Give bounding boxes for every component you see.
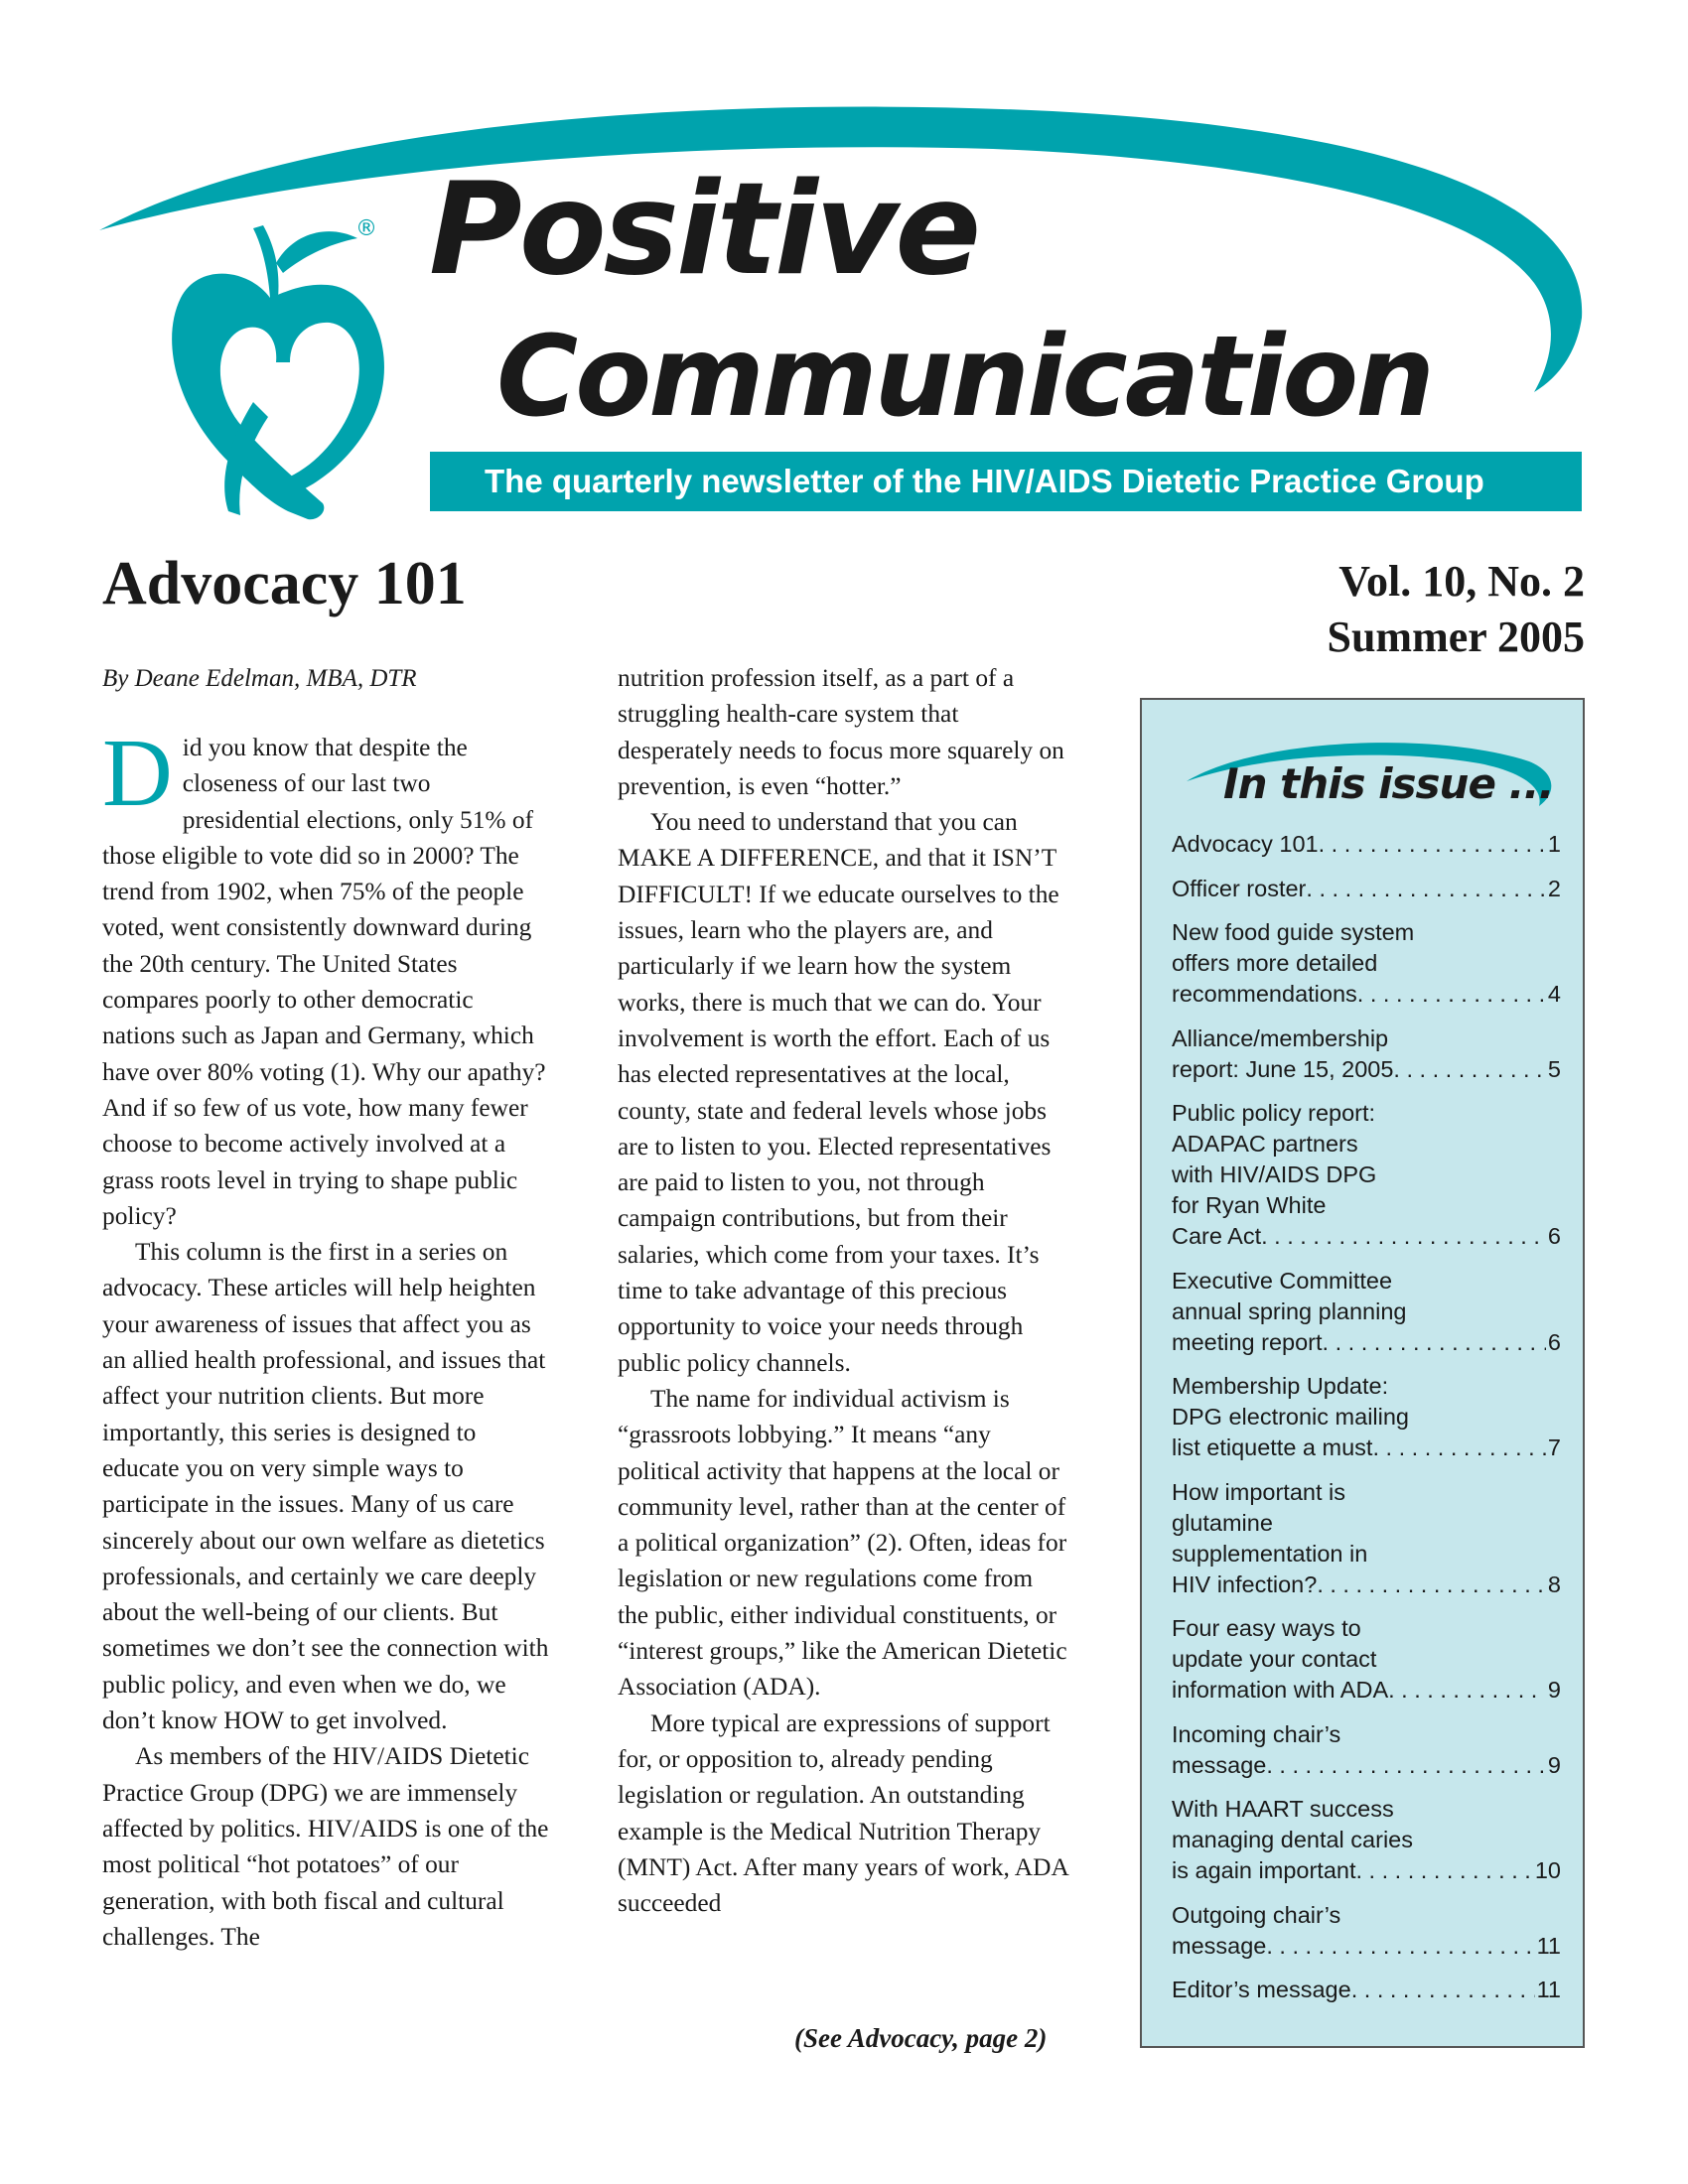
toc-entry-line: Membership Update: [1172, 1373, 1389, 1399]
toc-entry-line: update your contact [1172, 1646, 1377, 1672]
masthead-title-line1: Positive [429, 156, 979, 304]
toc-entry-line: DPG electronic mailing [1172, 1404, 1410, 1430]
toc-entry-title: Care Act [1172, 1223, 1262, 1249]
article-paragraph: More typical are expressions of support for, or opposition to, already pending legislation or regulation. An outstanding example is the Medical Nutrition Therapy (MNT) Act. After many years of work, ADA succeeded [618, 1708, 1068, 1918]
byline: By Deane Edelman, MBA, DTR [102, 665, 417, 692]
toc-leader-dots [1393, 1054, 1546, 1085]
toc-entry-title: message [1172, 1932, 1267, 1959]
toc-entry-line: supplementation in [1172, 1540, 1368, 1567]
toc-page-number: 4 [1547, 981, 1561, 1007]
issue-season: Summer 2005 [1327, 613, 1585, 661]
drop-cap: D [102, 720, 173, 827]
toc-entry[interactable] [1172, 1098, 1561, 1252]
toc-entry-final-line [1172, 1054, 1561, 1085]
toc-leader-dots [1266, 1931, 1534, 1962]
toc-page-number: 9 [1547, 1677, 1561, 1703]
toc-entry-title: report: June 15, 2005 [1172, 1055, 1394, 1082]
toc-entry-line: Alliance/membership [1172, 1024, 1389, 1051]
toc-entry-final-line [1172, 1975, 1561, 2005]
toc-leader-dots [1351, 1975, 1535, 2005]
article-column-1 [102, 720, 551, 1955]
toc-entry-line: for Ryan White [1172, 1192, 1327, 1218]
toc-entry-title: HIV infection? [1172, 1570, 1318, 1597]
toc-entry[interactable] [1172, 1371, 1561, 1463]
toc-entry-line: managing dental caries [1172, 1827, 1413, 1852]
toc-page-number: 6 [1547, 1223, 1561, 1249]
toc-entry-title: information with ADA [1172, 1677, 1389, 1703]
toc-entry-title: recommendations [1172, 981, 1357, 1007]
toc-page-number: 2 [1547, 875, 1561, 901]
toc-entry-title: Officer roster [1172, 875, 1307, 901]
article-paragraph: The name for individual activism is “grassroots lobbying.” It means “any political activity that happens at the local or community level, rather than at the center of a political organization” (2). Often, ideas for legislation or new regulations come from the public, either individual constituents, or “interest groups,” like the American Dietetic Association (ADA). [618, 1384, 1067, 1702]
toc-entry[interactable] [1172, 1477, 1561, 1600]
tagline: The quarterly newsletter of the HIV/AIDS Dietetic Practice Group [485, 463, 1484, 499]
toc-leader-dots [1261, 1221, 1546, 1252]
toc-leader-dots [1319, 829, 1546, 860]
tagline-bar [430, 452, 1582, 511]
toc-page-number: 10 [1534, 1857, 1561, 1883]
toc-leader-dots [1356, 1855, 1533, 1886]
toc-entry-title: list etiquette a must [1172, 1434, 1373, 1460]
toc-page-number: 11 [1536, 1932, 1561, 1959]
toc-entry-title: message [1172, 1751, 1267, 1778]
toc-entry-final-line [1172, 1675, 1561, 1706]
article-paragraph: As members of the HIV/AIDS Dietetic Practice Group (DPG) we are immensely affected by politics. HIV/AIDS is one of the most political “hot potatoes” of our generation, with both fiscal and cultural challenges. The [102, 1742, 549, 1951]
toc-entry[interactable] [1172, 1613, 1561, 1706]
toc-leader-dots [1388, 1675, 1546, 1706]
toc-entry-line: How important is [1172, 1478, 1345, 1505]
toc-page-number: 1 [1547, 831, 1561, 857]
toc-leader-dots [1372, 1433, 1545, 1463]
toc-page-number: 6 [1547, 1328, 1561, 1355]
toc-entry-line: ADAPAC partners [1172, 1131, 1358, 1157]
toc-entry-line: Incoming chair’s [1172, 1720, 1341, 1747]
toc-entry-line: New food guide system [1172, 919, 1415, 945]
toc-entry-title: is again important [1172, 1857, 1356, 1883]
registered-mark: ® [355, 216, 377, 241]
toc-entry[interactable] [1172, 1794, 1561, 1886]
toc-page-number: 9 [1547, 1751, 1561, 1778]
article-headline: Advocacy 101 [102, 550, 467, 617]
toc-entry-line: With HAART success [1172, 1796, 1394, 1822]
toc-page-number: 5 [1547, 1055, 1561, 1082]
toc-entry-line: offers more detailed [1172, 950, 1378, 976]
article-paragraph: This column is the first in a series on advocacy. These articles will help heighten your awareness of issues that affect you as an allied health professional, and issues that affect your nutrition clients. But more importantly, this series is designed to educate you on very simple ways to participate in the issues. Many of us care sincerely about our own welfare as dietetics professionals, and certainly we care deeply about the well-being of our clients. But sometimes we don’t see the connection with public policy, and even when we do, we don’t know HOW to get involved. [102, 1238, 549, 1735]
toc-entry-final-line [1172, 1570, 1561, 1600]
article-column-2 [618, 660, 1069, 1921]
toc-leader-dots [1323, 1327, 1546, 1358]
continued-note[interactable]: (See Advocacy, page 2) [794, 2023, 1048, 2053]
toc-leader-dots [1306, 874, 1546, 904]
article-paragraph: Did you know that despite the closeness of our last two presidential elections, only 51% of those eligible to vote did so in 2000? The trend from 1902, when 75% of the people voted, went consistently downward during the 20th century. The United States compares poorly to other democratic nations such as Japan and Germany, which have over 80% voting (1). Why our apathy? And if so few of us vote, how many fewer choose to become actively involved at a grass roots level in trying to shape public policy? [102, 720, 546, 1230]
toc-entry-final-line [1172, 1855, 1561, 1886]
table-of-contents [1172, 829, 1561, 2019]
toc-entry-title: Editor’s message [1172, 1977, 1351, 2002]
toc-entry-final-line [1172, 1327, 1561, 1358]
toc-entry-final-line [1172, 1750, 1561, 1781]
toc-entry-title: Advocacy 101 [1172, 831, 1319, 857]
toc-entry[interactable] [1172, 917, 1561, 1010]
toc-entry-line: annual spring planning [1172, 1297, 1407, 1324]
toc-entry-line: Outgoing chair’s [1172, 1901, 1341, 1928]
toc-entry[interactable] [1172, 1719, 1561, 1781]
toc-entry[interactable] [1172, 829, 1561, 860]
toc-entry-line: Four easy ways to [1172, 1615, 1361, 1641]
toc-entry-final-line [1172, 1221, 1561, 1252]
toc-entry[interactable] [1172, 1975, 1561, 2005]
toc-entry-final-line [1172, 874, 1561, 904]
toc-entry-final-line [1172, 1433, 1561, 1463]
toc-entry-line: with HIV/AIDS DPG [1172, 1161, 1377, 1187]
issue-volume: Vol. 10, No. 2 [1338, 557, 1585, 606]
article-paragraph: You need to understand that you can MAKE A DIFFERENCE, and that it ISN’T DIFFICULT! If we educate ourselves to the issues, learn who the players are, and particularly if we learn how the system works, there is much that we can do. Your involvement is worth the effort. Each of us has elected representatives at the local, county, state and federal levels whose jobs are to listen to you. Elected representatives are paid to listen to you, not through campaign contributions, but from their salaries, which come from your taxes. It’s time to take advantage of this precious opportunity to voice your needs through public policy channels. [618, 808, 1059, 1377]
apple-ribbon-icon [159, 213, 387, 541]
toc-entry[interactable] [1172, 1024, 1561, 1085]
sidebar-title: In this issue ... [1223, 759, 1554, 808]
toc-entry[interactable] [1172, 1900, 1561, 1962]
toc-leader-dots [1266, 1750, 1546, 1781]
toc-page-number: 7 [1547, 1434, 1561, 1460]
toc-entry-line: Public policy report: [1172, 1100, 1376, 1126]
issue-info [1327, 554, 1585, 665]
toc-entry-final-line [1172, 1931, 1561, 1962]
toc-page-number: 11 [1536, 1977, 1561, 2002]
masthead-title-line2: Communication [496, 313, 1432, 442]
toc-entry-line: glutamine [1172, 1509, 1273, 1536]
toc-leader-dots [1357, 979, 1546, 1010]
toc-entry-line: Executive Committee [1172, 1267, 1393, 1294]
toc-page-number: 8 [1547, 1570, 1561, 1597]
toc-entry[interactable] [1172, 1266, 1561, 1358]
article-paragraph: nutrition profession itself, as a part of a struggling health-care system that desperately needs to focus more squarely on prevention, is even “hotter.” [618, 664, 1064, 800]
in-this-issue-sidebar [1140, 698, 1585, 2048]
toc-leader-dots [1317, 1570, 1546, 1600]
toc-entry-final-line [1172, 829, 1561, 860]
toc-entry[interactable] [1172, 874, 1561, 904]
toc-entry-title: meeting report [1172, 1328, 1323, 1355]
masthead [0, 0, 1688, 536]
toc-entry-final-line [1172, 979, 1561, 1010]
